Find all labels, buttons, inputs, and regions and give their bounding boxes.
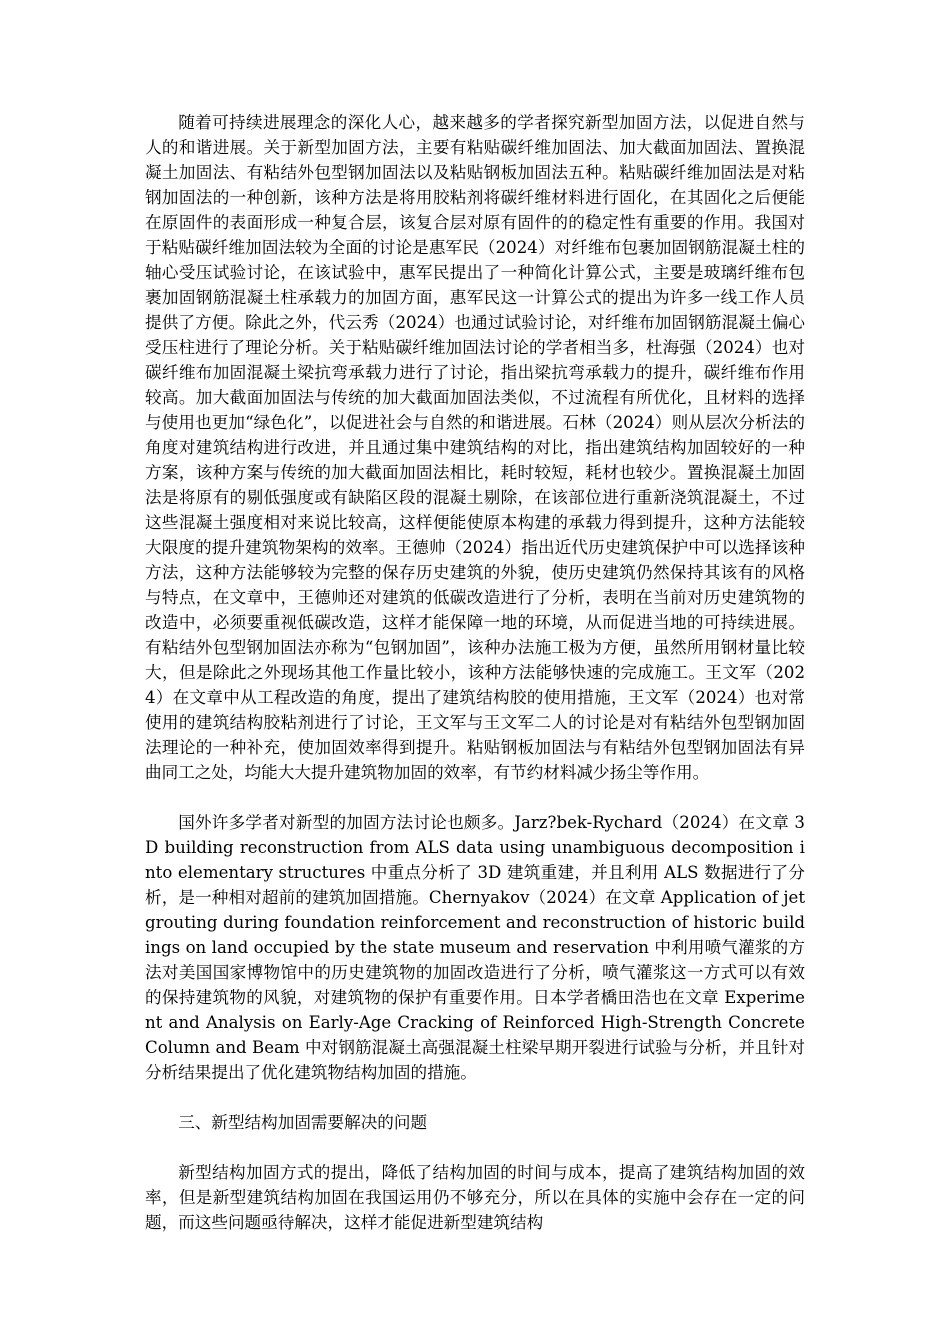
paragraph-gap — [145, 1085, 805, 1110]
paragraph-problems-intro: 新型结构加固方式的提出，降低了结构加固的时间与成本，提高了建筑结构加固的效率，但是新型建筑结构加固在我国运用仍不够充分，所以在具体的实施中会存在一定的问题，而这些问题亟待解决，这样才能促进新型建筑结构 — [145, 1163, 805, 1232]
paragraph-domestic-methods: 随着可持续进展理念的深化人心，越来越多的学者探究新型加固方法，以促进自然与人的和谐进展。关于新型加固方法，主要有粘贴碳纤维加固法、加大截面加固法、置换混凝土加固法、有粘结外包型钢加固法以及粘贴钢板加固法五种。粘贴碳纤维加固法是对粘钢加固法的一种创新，该种方法是将用胶粘剂将碳纤维材料进行固化，在其固化之后便能在原固件的表面形成一种复合层，该复合层对原有固件的的稳定性有重要的作用。我国对于粘贴碳纤维加固法较为全面的讨论是惠军民（2024）对纤维布包裹加固钢筋混凝土柱的轴心受压试验讨论，在该试验中，惠军民提出了一种简化计算公式，主要是玻璃纤维布包裹加固钢筋混凝土柱承载力的加固方面，惠军民这一计算公式的提出为许多一线工作人员提供了方便。除此之外，代云秀（2024）也通过试验讨论，对纤维布加固钢筋混凝土偏心受压柱进行了理论分析。关于粘贴碳纤维加固法讨论的学者相当多，杜海强（2024）也对碳纤维布加固混凝土梁抗弯承载力进行了讨论，指出梁抗弯承载力的提升，碳纤维布作用较高。加大截面加固法与传统的加大截面加固法类似，不过流程有所优化，且材料的选择与使用也更加“绿色化”，以促进社会与自然的和谐进展。石林（2024）则从层次分析法的角度对建筑结构进行改进，并且通过集中建筑结构的对比，指出建筑结构加固较好的一种方案，该种方案与传统的加大截面加固法相比，耗时较短，耗材也较少。置换混凝土加固法是将原有的剔低强度或有缺陷区段的混凝土剔除，在该部位进行重新浇筑混凝土，不过这些混凝土强度相对来说比较高，这样便能使原本构建的承载力得到提升，这种方法能较大限度的提升建筑物架构的效率。王德帅（2024）指出近代历史建筑保护中可以选择该种方法，这种方法能够较为完整的保存历史建筑的外貌，使历史建筑仍然保持其该有的风格与特点，在文章中，王德帅还对建筑的低碳改造进行了分析，表明在当前对历史建筑物的改造中，必须要重视低碳改造，这样才能保障一地的环境，从而促进当地的可持续进展。有粘结外包型钢加固法亦称为“包钢加固”，该种办法施工极为方便，虽然所用钢材量比较大，但是除此之外现场其他工作量比较小，该种方法能够快速的完成施工。王文军（2024）在文章中从工程改造的角度，提出了建筑结构胶的使用措施，王文军（2024）也对常使用的建筑结构胶粘剂进行了讨论，王文军与王文军二人的讨论是对有粘结外包型钢加固法理论的一种补充，使加固效率得到提升。粘贴钢板加固法与有粘结外包型钢加固法有异曲同工之处，均能大大提升建筑物加固的效率，有节约材料减少扬尘等作用。 — [145, 113, 805, 782]
paragraph-foreign-research: 国外许多学者对新型的加固方法讨论也颇多。Jarz?bek-Rychard（2024）在文章 3D building reconstruction from ALS data using unambiguous decomposition into elementary structures 中重点分析了 3D 建筑重建，并且利用 ALS 数据进行了分析，是一种相对超前的建筑加固措施。Chernyakov（2024）在文章 Application of jet grouting during foundation reinforcement and reconstruction of historic buildings on land occupied by the state museum and reservation 中利用喷气灌浆的方法对美国国家博物馆中的历史建筑物的加固改造进行了分析，喷气灌浆这一方式可以有效的保持建筑物的风貌，对建筑物的保护有重要作用。日本学者橋田浩也在文章 Experiment and Analysis on Early-Age Cracking of Reinforced High-Strength Concrete Column and Beam 中对钢筋混凝土高强混凝土柱梁早期开裂进行试验与分析，并且针对分析结果提出了优化建筑物结构加固的措施。 — [145, 813, 805, 1082]
document-page — [145, 110, 805, 1235]
paragraph-gap — [145, 1135, 805, 1160]
section-heading: 三、新型结构加固需要解决的问题 — [178, 1113, 428, 1132]
paragraph-gap — [145, 785, 805, 810]
